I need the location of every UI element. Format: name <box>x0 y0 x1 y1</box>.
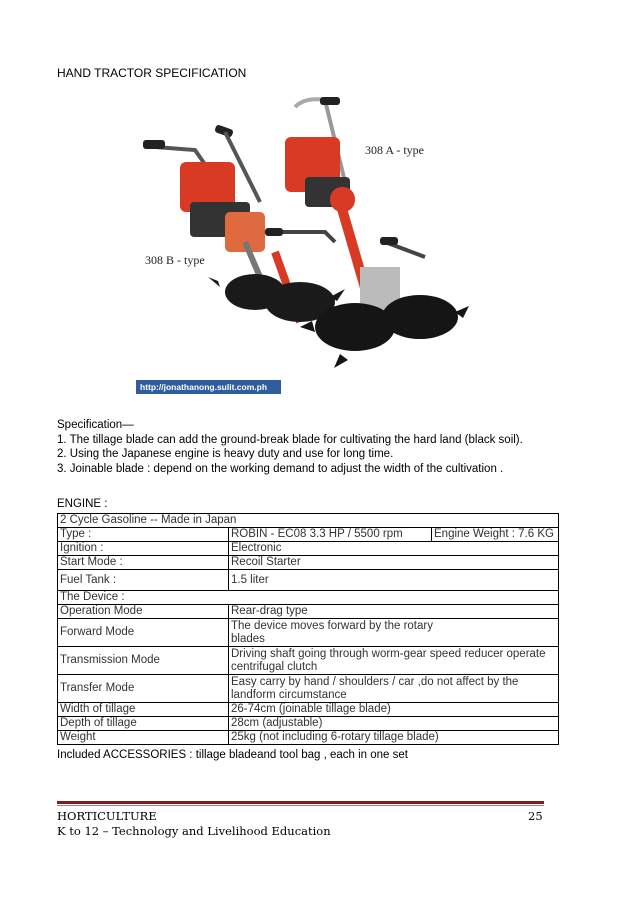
footer-divider <box>57 801 544 804</box>
specification-section <box>57 418 557 476</box>
engine-weight-cell: Engine Weight : 7.6 KG <box>432 528 559 542</box>
row-label: Ignition : <box>58 542 229 556</box>
page-number: 25 <box>528 809 543 823</box>
row-value: 26-74cm (joinable tillage blade) <box>229 703 559 717</box>
row-value: The device moves forward by the rotary blades <box>229 619 559 647</box>
watermark-url: http://jonathanong.sulit.com.ph <box>140 382 268 392</box>
row-label: Transfer Mode <box>58 675 229 703</box>
type-label-cell: Type : <box>58 528 229 542</box>
footer-subject: HORTICULTURE <box>57 809 157 823</box>
table-row <box>58 591 559 605</box>
row-value: 25kg (not including 6-rotary tillage blade) <box>229 731 559 745</box>
table-row <box>58 570 559 591</box>
row-value: 1.5 liter <box>229 570 559 591</box>
row-value: Driving shaft going through worm-gear speed reducer operate centrifugal clutch <box>229 647 559 675</box>
label-308b: 308 B - type <box>145 253 205 267</box>
spec-table <box>57 513 559 745</box>
table-row <box>58 675 559 703</box>
table-row <box>58 619 559 647</box>
table-row <box>58 717 559 731</box>
row-label: Weight <box>58 731 229 745</box>
type-value-cell: ROBIN - EC08 3.3 HP / 5500 rpm <box>229 528 432 542</box>
spec-item-1: 1. The tillage blade can add the ground-break blade for cultivating the hard land (black soil). <box>57 433 523 446</box>
row-label: Forward Mode <box>58 619 229 647</box>
accessories-note: Included ACCESSORIES : tillage bladeand tool bag , each in one set <box>57 749 408 761</box>
table-row <box>58 647 559 675</box>
footer-course: K to 12 – Technology and Livelihood Education <box>57 824 331 838</box>
table-row <box>58 542 559 556</box>
spec-item-2: 2. Using the Japanese engine is heavy duty and use for long time. <box>57 448 394 460</box>
spec-item-3: 3. Joinable blade : depend on the working demand to adjust the width of the cultivation . <box>57 462 504 475</box>
row-label: Transmission Mode <box>58 647 229 675</box>
row-value: Easy carry by hand / shoulders / car ,do not affect by the landform circumstance <box>229 675 559 703</box>
row-label: Depth of tillage <box>58 717 229 731</box>
row-value: Rear-drag type <box>229 605 559 619</box>
table-row <box>58 605 559 619</box>
label-308a: 308 A - type <box>365 143 424 157</box>
row-value: 28cm (adjustable) <box>229 717 559 731</box>
table-row <box>58 703 559 717</box>
footer-divider-thin <box>57 805 544 806</box>
table-row <box>58 731 559 745</box>
row-value: Recoil Starter <box>229 556 559 570</box>
specification-heading: Specification— <box>57 419 134 431</box>
row-label: Operation Mode <box>58 605 229 619</box>
table-row <box>58 528 559 542</box>
table-row <box>58 514 559 528</box>
engine-origin-cell: 2 Cycle Gasoline -- Made in Japan <box>58 514 559 528</box>
device-label-cell: The Device : <box>58 591 559 605</box>
page-title: HAND TRACTOR SPECIFICATION <box>57 66 247 80</box>
row-label: Width of tillage <box>58 703 229 717</box>
row-label: Fuel Tank : <box>58 570 229 591</box>
engine-label: ENGINE : <box>57 498 108 510</box>
table-row <box>58 556 559 570</box>
tractor-308a-illustration <box>265 97 469 368</box>
row-label: Start Mode : <box>58 556 229 570</box>
hand-tractor-photo <box>125 92 485 402</box>
row-value: Electronic <box>229 542 559 556</box>
